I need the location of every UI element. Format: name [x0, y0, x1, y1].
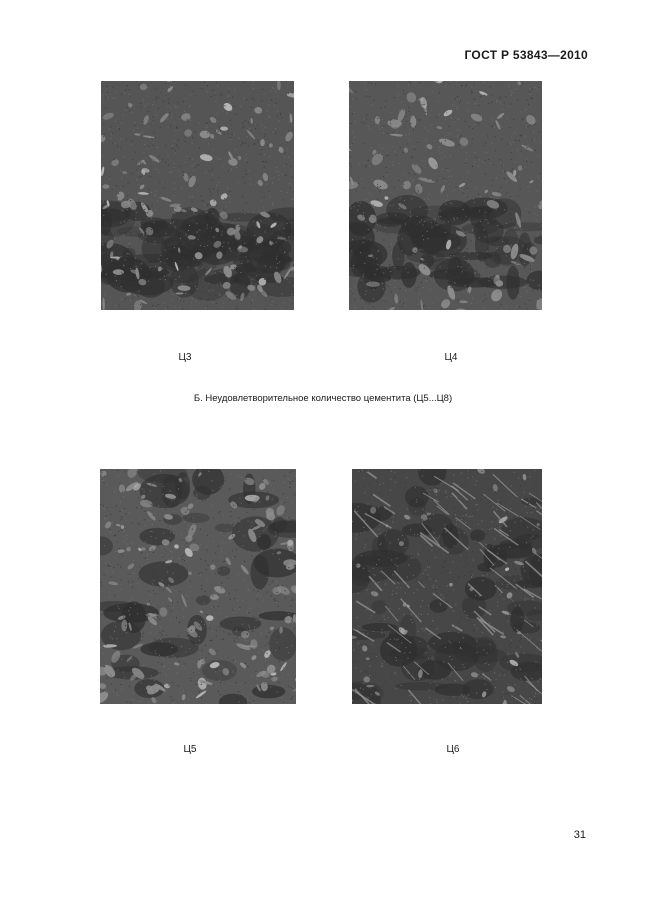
- micrograph-c3-image: [101, 81, 294, 310]
- micrograph-c3-caption: Ц3: [178, 352, 192, 363]
- page-number: 31: [573, 829, 586, 841]
- micrograph-c4-image: [349, 81, 542, 310]
- micrograph-c6-caption: Ц6: [446, 744, 460, 755]
- document-header: ГОСТ Р 53843—2010: [464, 48, 588, 62]
- micrograph-c4-caption: Ц4: [444, 352, 458, 363]
- micrograph-c5-caption: Ц5: [183, 744, 197, 755]
- micrograph-c5-image: [100, 469, 296, 704]
- micrograph-c6-image: [352, 469, 542, 704]
- section-heading: Б. Неудовлетворительное количество цементита (Ц5...Ц8): [193, 393, 453, 404]
